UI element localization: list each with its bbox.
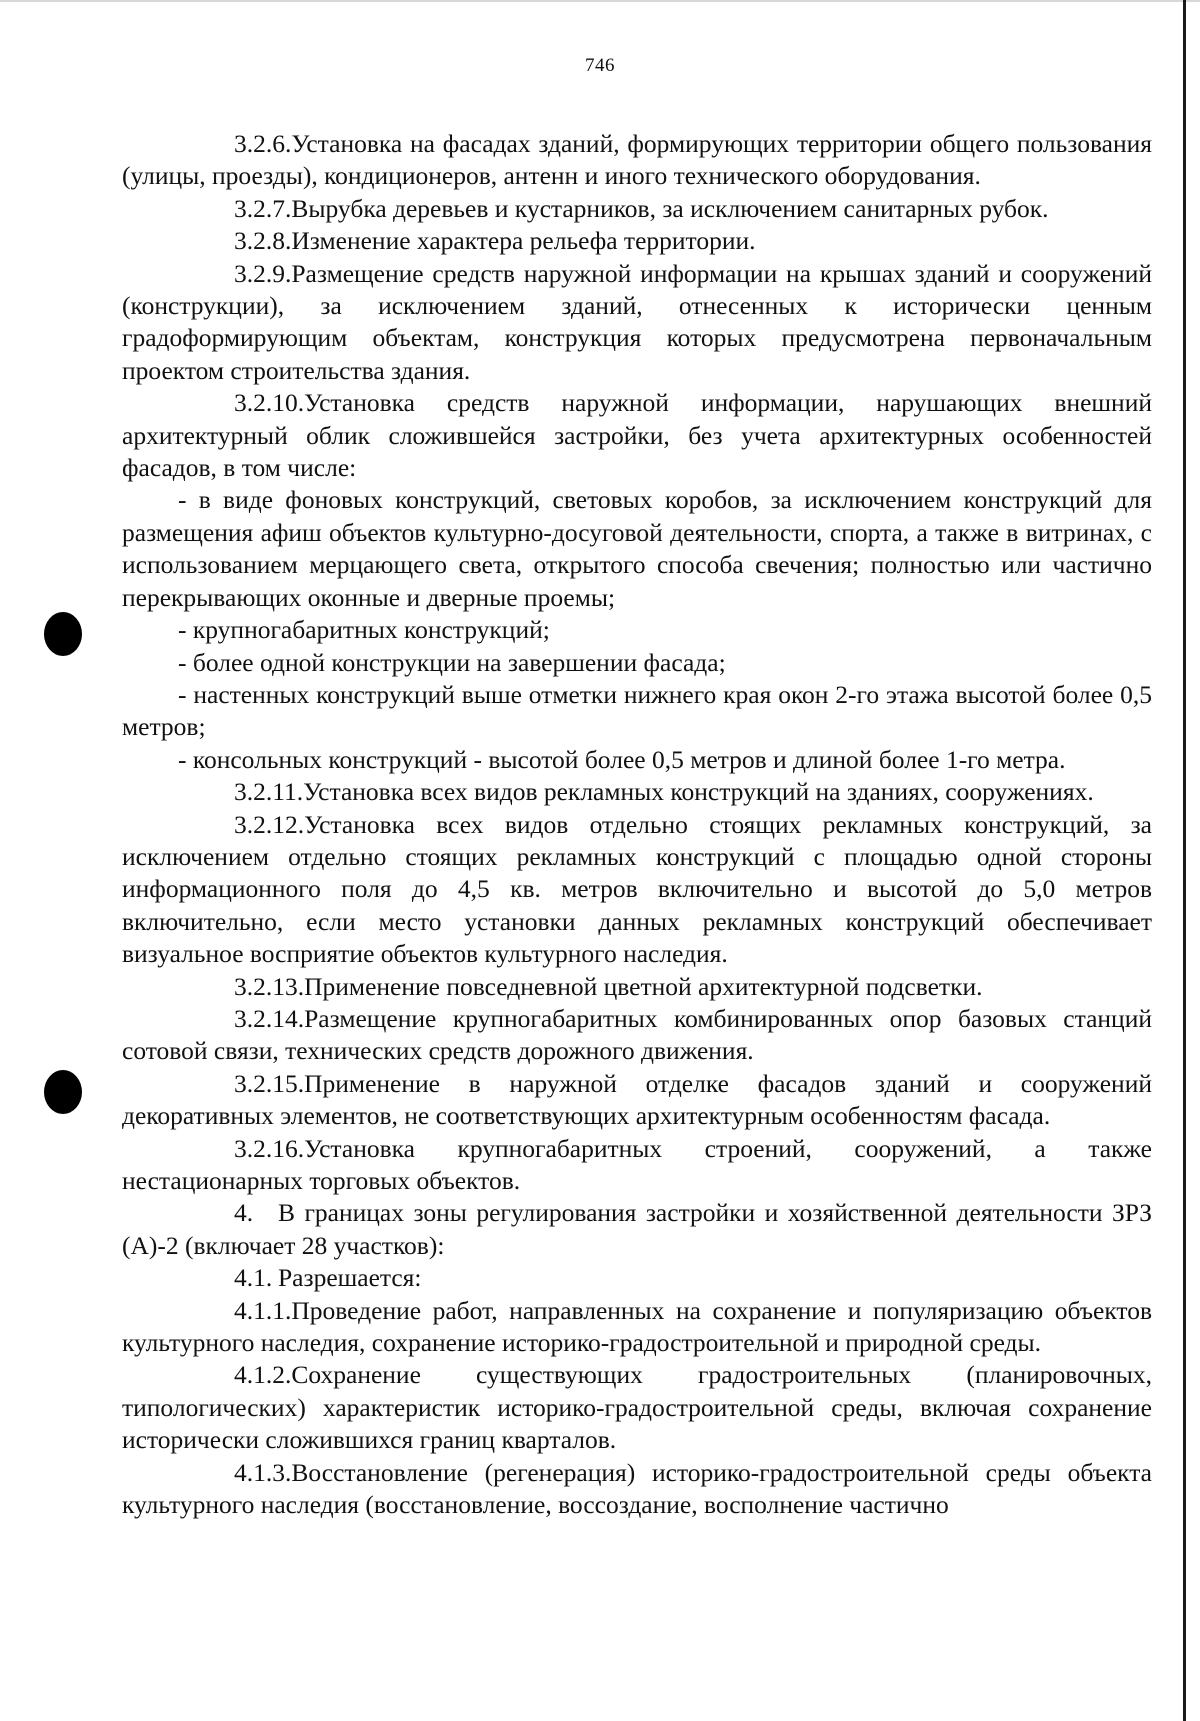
scan-right-edge: [1183, 0, 1186, 1721]
paragraph-text: Размещение крупногабаритных комбинированных опор базовых станций сотовой связи, технических средств дорожного движения.: [122, 1003, 1152, 1066]
paragraph-text: Разрешается:: [278, 1263, 422, 1293]
paragraph-text: Установка всех видов отдельно стоящих рекламных конструкций, за исключением отдельно стоящих рекламных конструкций с площадью одной стороны информационного поля до 4,5 кв. метров включительно и высотой до 5,0 метров включительно, если место установки данных рекламных конструкций обеспечивает визуальное восприятие объектов культурного наследия.: [122, 809, 1152, 969]
list-item: - настенных конструкций выше отметки нижнего края окон 2-го этажа высотой более 0,5 метров;: [122, 679, 1152, 742]
paragraph-number: 3.2.14.: [234, 1003, 305, 1033]
paragraph-number: 3.2.16.: [234, 1133, 305, 1163]
paragraph-text: Сохранение существующих градостроительных (планировочных, типологических) характеристик историко-градостроительной среды, включая сохранение исторически сложившихся границ кварталов.: [122, 1360, 1152, 1455]
paragraph-text: В границах зоны регулирования застройки и хозяйственной деятельности ЗРЗ (А)-2 (включает 28 участков):: [122, 1198, 1152, 1260]
paragraph-number: 3.2.8.: [234, 226, 292, 256]
paragraph-number: 4.1.1.: [234, 1295, 292, 1325]
paragraph-3-2-13: [122, 971, 1152, 1003]
list-item: - консольных конструкций - высотой более 0,5 метров и длиной более 1-го метра.: [178, 744, 1066, 774]
paragraph-3-2-11: [122, 776, 1152, 808]
paragraph-number: 3.2.10.: [234, 388, 305, 418]
document-body: [122, 128, 1152, 1521]
paragraph-number: 3.2.9.: [234, 258, 292, 288]
paragraph-3-2-16: [122, 1133, 1152, 1198]
scan-top-edge: [0, 0, 1200, 2]
paragraph-number: 4.: [234, 1198, 254, 1228]
paragraph-text: Установка крупногабаритных строений, сооружений, а также нестационарных торговых объектов.: [122, 1133, 1152, 1195]
hole-punch-mark: [44, 1070, 82, 1114]
list-item: - крупногабаритных конструкций;: [178, 615, 550, 645]
paragraph-4-1: [122, 1262, 1152, 1294]
list-item: - более одной конструкции на завершении фасада;: [178, 647, 726, 677]
paragraph-number: 3.2.6.: [234, 129, 292, 158]
paragraph-number: 3.2.7.: [234, 193, 292, 223]
paragraph-text: Установка на фасадах зданий, формирующих территории общего пользования (улицы, проезды), кондиционеров, антенн и иного технического оборудования.: [122, 129, 1152, 191]
list-item: - в виде фоновых конструкций, световых коробов, за исключением конструкций для размещения афиш объектов культурно-досуговой деятельности, спорта, а также в витринах, с использованием мерцающего света, открытого способа свечения; полностью или частично перекрывающих оконные и дверные проемы;: [122, 485, 1152, 612]
paragraph-number: 4.1.2.: [234, 1360, 292, 1390]
paragraph-text: Размещение средств наружной информации на крышах зданий и сооружений (конструкции), за исключением зданий, отнесенных к исторически ценным градоформирующим объектам, конструкция которых предусмотрена первоначальным проектом строительства здания.: [122, 258, 1152, 385]
paragraph-3-2-15: [122, 1068, 1152, 1133]
paragraph-text: Восстановление (регенерация) историко-градостроительной среды объекта культурного наследия (восстановление, воссоздание, восполнение частично: [122, 1457, 1152, 1520]
page-number: 746: [585, 55, 615, 76]
paragraph-text: Вырубка деревьев и кустарников, за исключением санитарных рубок.: [291, 193, 1049, 223]
paragraph-number: 3.2.13.: [234, 971, 305, 1001]
paragraph-3-2-14: [122, 1003, 1152, 1068]
paragraph-text: Применение в наружной отделке фасадов зданий и сооружений декоративных элементов, не соответствующих архитектурным особенностям фасада.: [122, 1068, 1152, 1131]
paragraph-number: 3.2.12.: [234, 809, 305, 839]
paragraph-3-2-9: [122, 258, 1152, 388]
paragraph-number: 4.1.: [234, 1263, 273, 1293]
paragraph-3-2-10: [122, 387, 1152, 484]
paragraph-4-1-3: [122, 1457, 1152, 1522]
paragraph-3-2-7: [122, 193, 1152, 225]
paragraph-4-1-2: [122, 1359, 1152, 1456]
hole-punch-mark: [44, 612, 82, 656]
paragraph-3-2-8: [122, 225, 1152, 257]
paragraph-4-1-1: [122, 1295, 1152, 1360]
paragraph-text: Применение повседневной цветной архитектурной подсветки.: [304, 971, 983, 1001]
paragraph-3-2-6: [122, 128, 1152, 193]
paragraph-3-2-12: [122, 809, 1152, 971]
paragraph-number: 4.1.3.: [234, 1457, 292, 1487]
paragraph-4: [122, 1197, 1152, 1262]
paragraph-text: Проведение работ, направленных на сохранение и популяризацию объектов культурного наследия, сохранение историко-градостроительной и природной среды.: [122, 1295, 1152, 1358]
paragraph-number: 3.2.15.: [234, 1068, 305, 1098]
paragraph-text: Установка средств наружной информации, нарушающих внешний архитектурный облик сложившейся застройки, без учета архитектурных особенностей фасадов, в том числе:: [122, 388, 1152, 483]
paragraph-text: Изменение характера рельефа территории.: [291, 226, 756, 256]
paragraph-number: 3.2.11.: [234, 777, 304, 807]
paragraph-text: Установка всех видов рекламных конструкций на зданиях, сооружениях.: [303, 777, 1094, 807]
